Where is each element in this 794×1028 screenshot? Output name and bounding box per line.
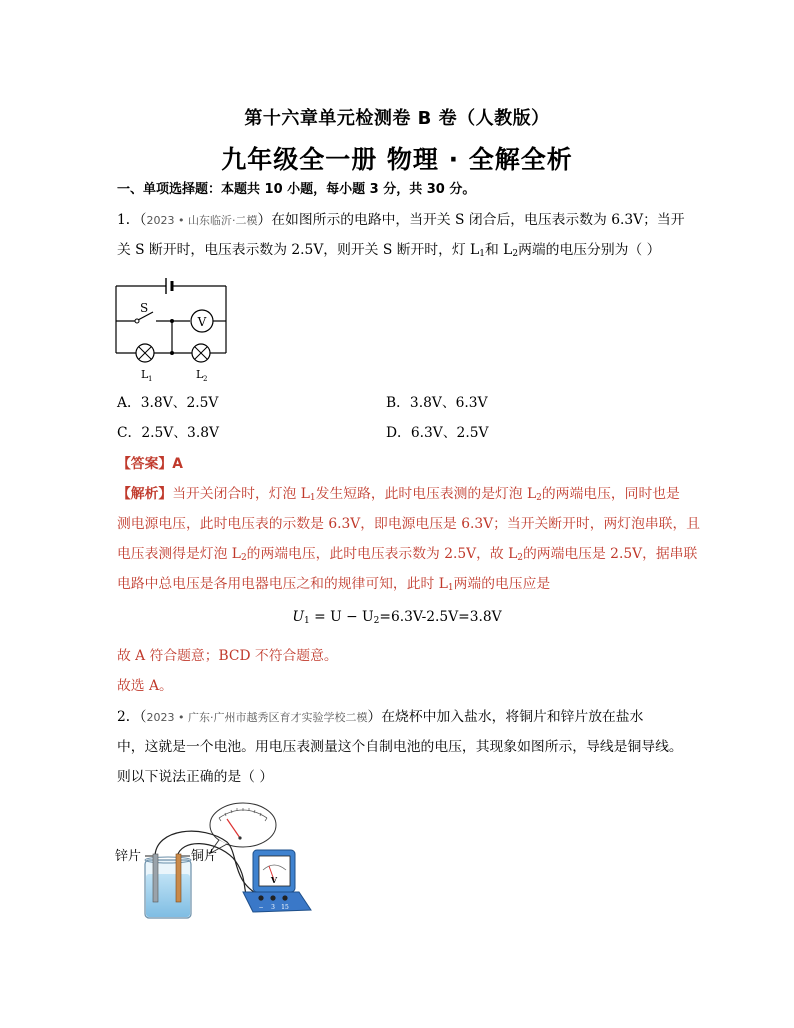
beaker	[145, 857, 191, 918]
q1-answer: 【答案】A	[117, 456, 183, 472]
meter-zoom-bubble	[209, 803, 276, 854]
svg-text:V: V	[270, 875, 278, 885]
q1-stem-line1: 1．（2023 • 山东临沂·二模）在如图所示的电路中，当开关 S 闭合后，电压表示数为 6.3V；当开	[117, 212, 685, 228]
lamp-l1-label: L	[141, 368, 149, 381]
q1-analysis-line3: 电压表测得是灯泡 $L_2$的两端电压，此时电压表示数为 2.5V，故 $L_2$的两端电压是 2.5V，据串联	[117, 546, 698, 563]
svg-text:2: 2	[203, 375, 208, 383]
q1-conclusion: 故 A 符合题意；BCD 不符合题意。	[117, 648, 338, 664]
svg-text:1: 1	[148, 375, 153, 383]
lamp-l1-symbol	[136, 344, 154, 362]
q2-battery-voltmeter-figure	[115, 798, 330, 923]
copper-label: 铜片	[191, 849, 218, 864]
q1-choice: 故选 A。	[117, 678, 173, 694]
q1-option-d: D．6.3V、2.5V	[386, 425, 489, 441]
q1-analysis-line4: 电路中总电压是各用电器电压之和的规律可知，此时 $L_1$两端的电压应是	[117, 576, 551, 593]
switch-label: S	[140, 301, 149, 315]
voltmeter-label: V	[197, 315, 207, 329]
lamp-l2-symbol	[192, 344, 210, 362]
q1-source: 2023 • 山东临沂·二模	[146, 214, 258, 227]
zinc-label: 锌片	[115, 849, 142, 864]
q2-stem-line2: 中，这就是一个电池。用电压表测量这个自制电池的电压，其现象如图所示，导线是铜导线。	[117, 739, 683, 755]
copper-plate	[176, 854, 181, 902]
svg-text:3: 3	[271, 904, 275, 911]
q1-analysis-line1: 【解析】当开关闭合时，灯泡 $L_1$发生短路，此时电压表测的是灯泡 $L_2$的两端电压，同时也是	[117, 486, 680, 503]
q2-stem-line3: 则以下说法正确的是（ ）	[117, 769, 274, 785]
section-heading: 一、单项选择题：本题共 10 小题，每小题 3 分，共 30 分。	[117, 182, 476, 197]
q1-analysis-line2: 测电源电压，此时电压表的示数是 6.3V，即电源电压是 6.3V；当开关断开时，两灯泡串联，且	[117, 516, 701, 532]
svg-text:−: −	[258, 904, 264, 911]
q1-option-c: C．2.5V、3.8V	[117, 425, 219, 441]
lamp-l2-label: L	[196, 368, 204, 381]
q1-option-b: B．3.8V、6.3V	[386, 395, 488, 411]
q1-option-a: A．3.8V、2.5V	[117, 395, 219, 411]
zinc-plate	[153, 854, 158, 902]
q2-stem-line1: 2．（2023 • 广东·广州市越秀区育才实验学校二模）在烧杯中加入盐水，将铜片和锌片放在盐水	[117, 709, 644, 725]
q2-source: 2023 • 广东·广州市越秀区育才实验学校二模	[146, 711, 368, 724]
q1-circuit-diagram	[116, 275, 231, 385]
svg-text:15: 15	[281, 904, 289, 911]
q1-stem-line2: 关 S 断开时，电压表示数为 2.5V，则开关 S 断开时，灯 $L_1$和 $L_2$两端的电压分别为（ ）	[117, 242, 661, 259]
voltmeter-device	[243, 850, 311, 912]
document-subtitle: 九年级全一册 物理 · 全解全析	[221, 145, 573, 174]
q1-formula: $U_1 = U - U_2=6.3V-2.5V=3.8V$	[292, 609, 502, 626]
document-title: 第十六章单元检测卷 B 卷（人教版）	[244, 108, 550, 129]
